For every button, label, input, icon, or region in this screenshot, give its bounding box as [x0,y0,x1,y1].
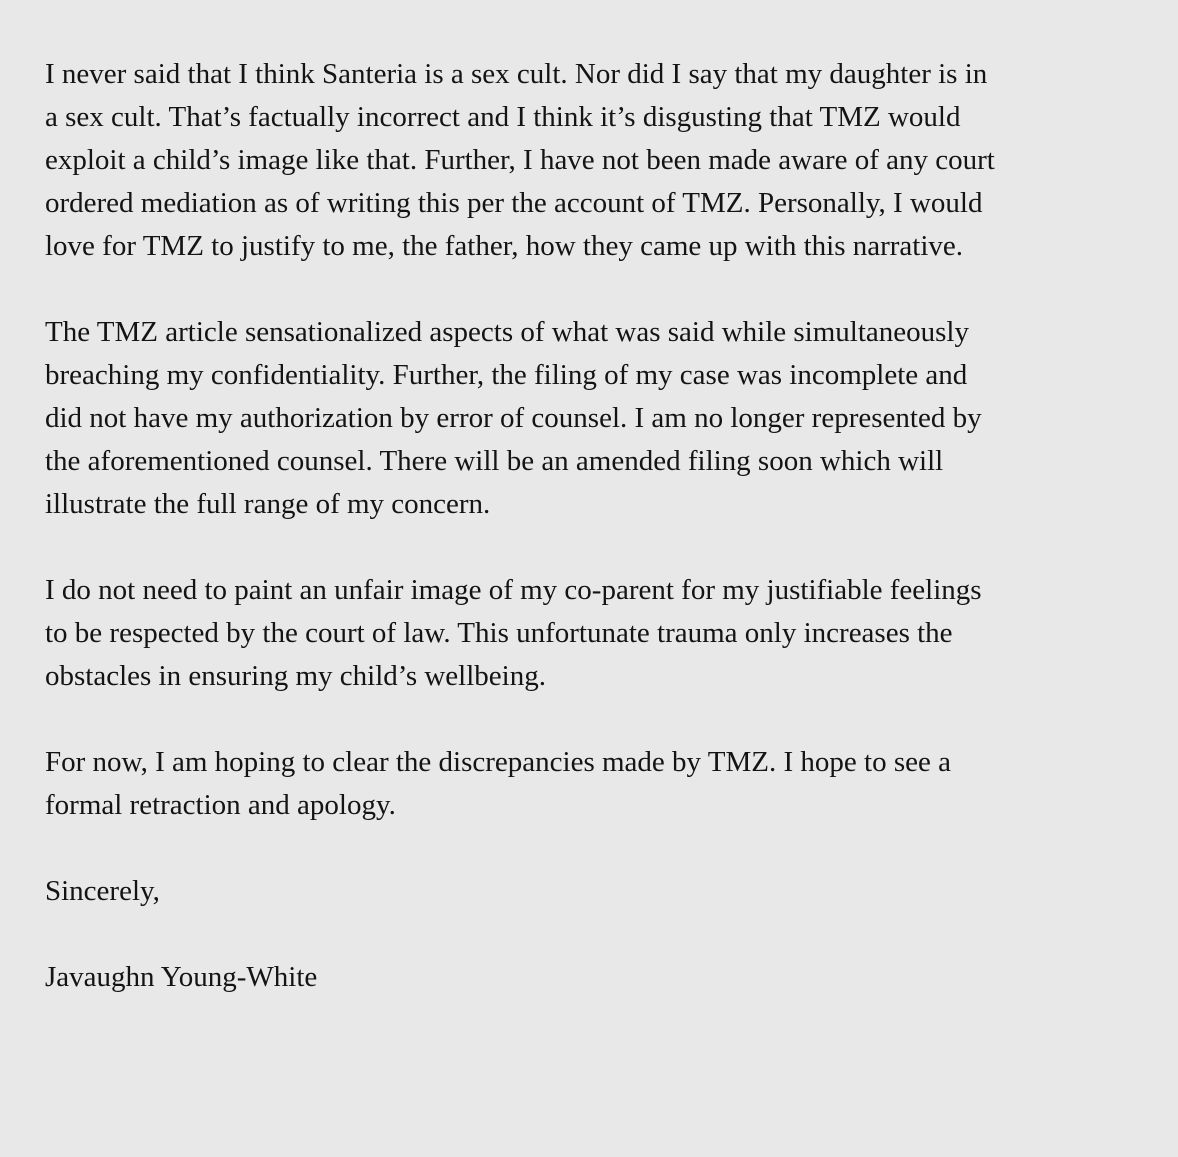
paragraph-3 [45,569,1138,698]
signature-name: Javaughn Young-White [45,961,318,993]
paragraph-4 [45,741,1138,827]
paragraph-2 [45,311,1138,526]
paragraph-line: exploit a child’s image like that. Further, I have not been made aware of any court [45,144,995,176]
paragraph-line: obstacles in ensuring my child’s wellbeing. [45,660,546,692]
paragraph-line: I never said that I think Santeria is a sex cult. Nor did I say that my daughter is in [45,58,988,90]
paragraph-1 [45,53,1138,268]
paragraph-line: I do not need to paint an unfair image of my co-parent for my justifiable feelings [45,574,982,606]
paragraph-line: illustrate the full range of my concern. [45,488,491,520]
paragraph-line: formal retraction and apology. [45,789,396,821]
paragraph-line: love for TMZ to justify to me, the father, how they came up with this narrative. [45,230,964,262]
paragraph-line: to be respected by the court of law. This unfortunate trauma only increases the [45,617,953,649]
paragraph-line: a sex cult. That’s factually incorrect and I think it’s disgusting that TMZ would [45,101,961,133]
closing: Sincerely, [45,875,160,907]
paragraph-line: For now, I am hoping to clear the discrepancies made by TMZ. I hope to see a [45,746,951,778]
paragraph-line: breaching my confidentiality. Further, the filing of my case was incomplete and [45,359,968,391]
paragraph-line: ordered mediation as of writing this per the account of TMZ. Personally, I would [45,187,983,219]
paragraph-line: did not have my authorization by error of counsel. I am no longer represented by [45,402,982,434]
paragraph-line: The TMZ article sensationalized aspects of what was said while simultaneously [45,316,969,348]
paragraph-line: the aforementioned counsel. There will be an amended filing soon which will [45,445,944,477]
